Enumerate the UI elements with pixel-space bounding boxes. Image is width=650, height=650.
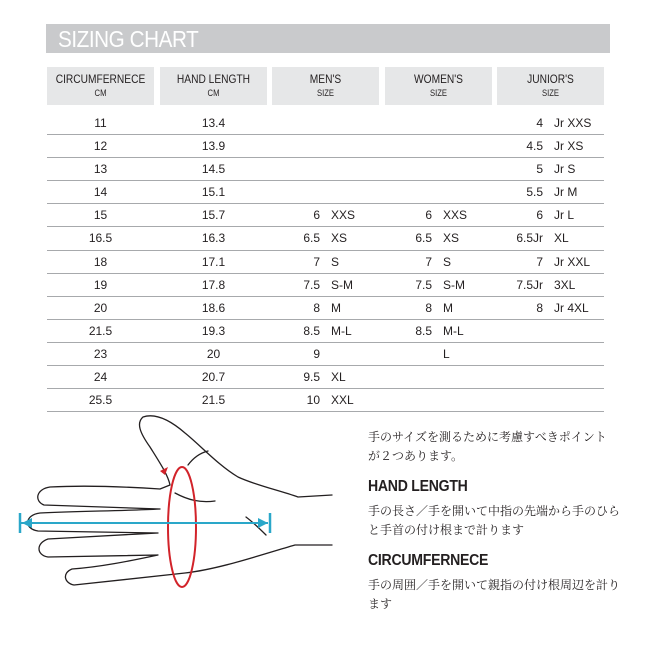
table-row [47, 204, 604, 227]
hand-length-cell: 21.5 [201, 393, 226, 408]
table-row [47, 274, 604, 297]
womens-number-cell: 7 [425, 254, 432, 269]
header-title: JUNIOR'S [527, 72, 574, 86]
hand-length-cell: 16.3 [201, 231, 226, 246]
hand-diagram [10, 405, 350, 610]
circumference-cell: 23 [93, 346, 108, 361]
hand-length-cell: 15.7 [201, 208, 226, 223]
womens-number-cell: 6.5 [415, 231, 432, 246]
circumference-cell: 21.5 [88, 323, 113, 338]
hand-length-cell: 13.9 [201, 139, 226, 154]
hand-length-cell: 19.3 [201, 323, 226, 338]
mens-size-cell: S [331, 254, 340, 269]
juniors-size-cell: Jr 4XL [554, 300, 589, 315]
womens-size-cell: S-M [443, 277, 465, 292]
header-sub: SIZE [316, 88, 334, 98]
mens-size-cell: XL [331, 370, 346, 385]
circumference-cell: 11 [94, 116, 107, 130]
hand-length-cell: 14.5 [201, 162, 226, 177]
header-sub: CM [94, 88, 107, 98]
womens-size-cell: XS [443, 231, 460, 246]
header-mens [272, 67, 379, 105]
header-womens [385, 67, 492, 105]
header-hand-length [160, 67, 267, 105]
circumference-cell: 18 [93, 254, 108, 269]
hand-length-description: 手の長さ／手を開いて中指の先端から手のひらと手首の付け根まで計ります [368, 504, 621, 537]
mens-size-cell: XXS [331, 208, 356, 223]
circumference-cell: 16.5 [88, 231, 113, 246]
header-juniors [497, 67, 604, 105]
header-sub: SIZE [541, 88, 559, 98]
table-row [47, 343, 604, 366]
mens-number-cell: 6.5 [303, 231, 320, 246]
mens-size-cell: S-M [331, 277, 353, 292]
header-title: MEN'S [309, 72, 342, 86]
juniors-number-cell: 5.5 [526, 185, 543, 200]
mens-size-cell: XS [331, 231, 348, 246]
circumference-heading: CIRCUMFERNECE [368, 552, 489, 569]
juniors-size-cell: 3XL [554, 277, 576, 292]
table-row [47, 158, 604, 181]
womens-size-cell: S [443, 254, 452, 269]
mens-number-cell: 9 [313, 346, 320, 361]
juniors-size-cell: Jr M [554, 185, 578, 200]
table-row [47, 297, 604, 320]
hand-length-cell: 20.7 [201, 370, 226, 385]
header-sub: CM [207, 88, 220, 98]
hand-length-cell: 17.1 [201, 254, 226, 269]
womens-number-cell: 7.5 [415, 277, 432, 292]
juniors-number-cell: 6 [536, 208, 543, 223]
juniors-number-cell: 5 [536, 162, 543, 177]
juniors-size-cell: Jr S [554, 162, 576, 177]
womens-size-cell: M [443, 300, 453, 315]
table-row [47, 251, 604, 274]
juniors-size-cell: Jr XXL [554, 254, 591, 269]
arrow-left-icon [22, 518, 32, 528]
juniors-number-cell: 8 [536, 300, 543, 315]
mens-number-cell: 7.5 [303, 277, 320, 292]
mens-size-cell: M [331, 300, 341, 315]
womens-size-cell: L [443, 346, 450, 361]
womens-size-cell: XXS [443, 208, 468, 223]
table-row [47, 181, 604, 204]
mens-number-cell: 10 [306, 393, 320, 408]
mens-number-cell: 6 [313, 208, 320, 223]
circumference-cell: 15 [93, 208, 108, 223]
circumference-cell: 13 [93, 162, 108, 177]
circumference-cell: 19 [93, 277, 108, 292]
circumference-cell: 14 [93, 185, 108, 200]
page-title: SIZING CHART [58, 26, 199, 52]
circumference-cell: 20 [93, 300, 108, 315]
juniors-number-cell: 7 [536, 254, 543, 269]
mens-number-cell: 9.5 [303, 370, 320, 385]
juniors-number-cell: 6.5Jr [516, 231, 543, 246]
womens-number-cell: 8 [425, 300, 432, 315]
mens-number-cell: 8.5 [303, 323, 320, 338]
hand-length-cell: 13.4 [201, 116, 226, 130]
table-row [47, 135, 604, 158]
womens-size-cell: M-L [443, 323, 464, 338]
juniors-size-cell: XL [554, 231, 569, 246]
womens-number-cell: 8.5 [415, 323, 432, 338]
hand-length-cell: 15.1 [201, 185, 226, 200]
hand-length-cell: 18.6 [201, 300, 226, 315]
womens-number-cell: 6 [425, 208, 432, 223]
header-circumference [47, 67, 154, 105]
circumference-cell: 12 [93, 139, 108, 154]
hand-length-cell: 17.8 [201, 277, 226, 292]
header-sub: SIZE [429, 88, 447, 98]
table-row [47, 227, 604, 250]
circumference-description: 手の周囲／手を開いて親指の付け根周辺を計ります [368, 578, 621, 611]
juniors-size-cell: Jr XXS [554, 116, 592, 130]
hand-length-heading: HAND LENGTH [368, 478, 468, 495]
juniors-number-cell: 4.5 [526, 139, 543, 154]
sizing-table [47, 112, 604, 412]
table-row [47, 112, 604, 135]
title-bar [46, 24, 610, 53]
juniors-size-cell: Jr L [554, 208, 575, 223]
mens-number-cell: 8 [313, 300, 320, 315]
table-row [47, 320, 604, 343]
mens-size-cell: M-L [331, 323, 352, 338]
header-title: WOMEN'S [414, 72, 463, 86]
circumference-cell: 25.5 [88, 393, 113, 408]
table-row [47, 366, 604, 389]
hand-illustration [10, 405, 350, 610]
header-title: HAND LENGTH [176, 72, 251, 86]
header-title: CIRCUMFERNECE [55, 72, 146, 86]
juniors-number-cell: 7.5Jr [516, 277, 543, 292]
intro-text: 手のサイズを測るために考慮すべきポイントが２つあります。 [368, 430, 607, 463]
mens-number-cell: 7 [313, 254, 320, 269]
juniors-number-cell: 4 [536, 116, 543, 130]
mens-size-cell: XXL [331, 393, 354, 408]
hand-length-cell: 20 [206, 346, 221, 361]
juniors-size-cell: Jr XS [554, 139, 584, 154]
circumference-cell: 24 [93, 370, 108, 385]
